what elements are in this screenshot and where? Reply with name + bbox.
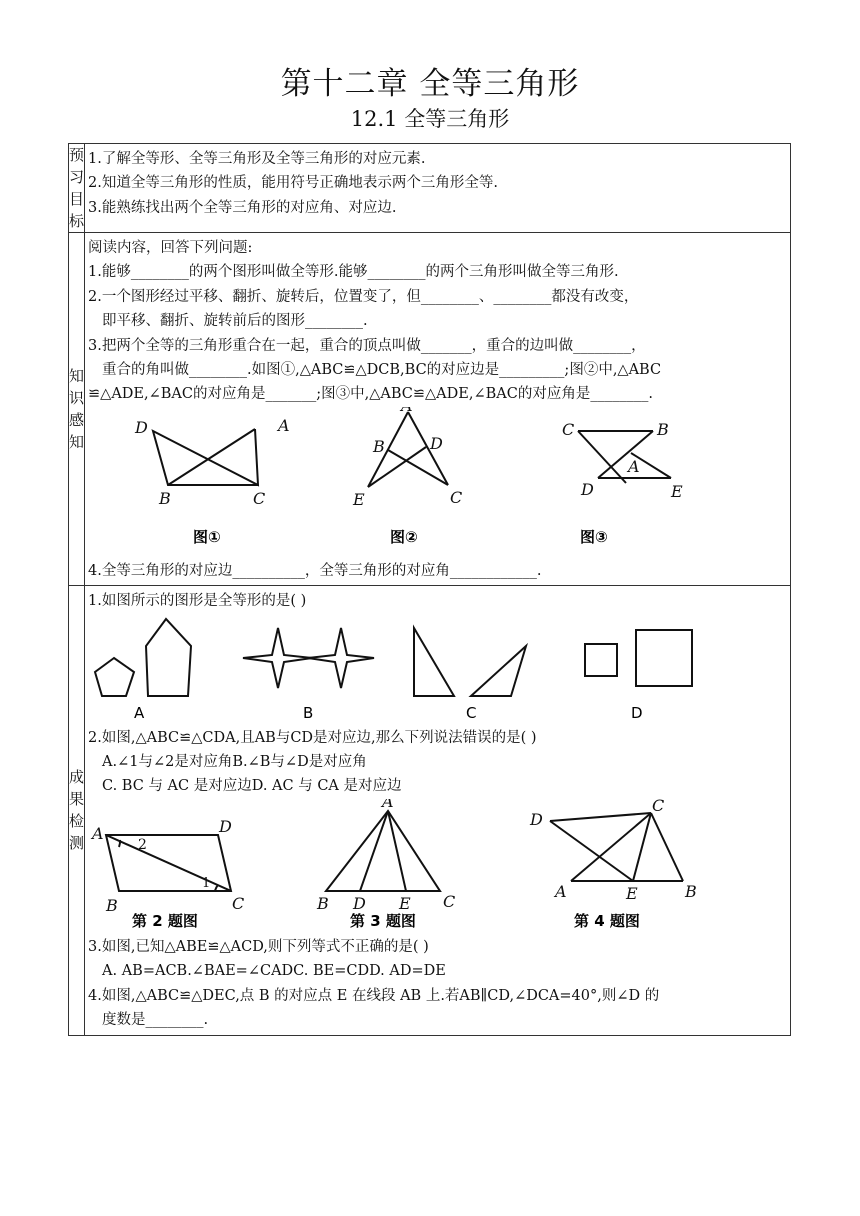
q1-option-a: A [134, 703, 145, 722]
svg-text:D: D [430, 433, 443, 453]
section-subtitle: 12.1 全等三角形 [350, 107, 510, 131]
svg-text:C: C [253, 488, 266, 508]
triangle-tall [414, 628, 454, 696]
row-preview [69, 144, 791, 233]
knowledge-line-3c: ≌△ADE,∠BAC的对应角是_______;图③中,△ABC≌△ADE,∠BAC的对应角是________. [88, 386, 653, 403]
row-knowledge [69, 233, 791, 586]
q4-text-line1: 4.如图,△ABC≌△DEC,点 B 的对应点 E 在线段 AB 上.若AB∥CD,∠DCA=40°,则∠D 的 [88, 987, 660, 1004]
knowledge-content [85, 233, 791, 586]
caption-q3: 第 3 题图 [350, 911, 416, 930]
q2-text: 2.如图,△ABC≌△CDA,且AB与CD是对应边,那么下列说法错误的是( ) [88, 729, 537, 746]
svg-text:D: D [135, 417, 148, 437]
svg-text:C: C [232, 893, 245, 913]
svg-text:C: C [443, 891, 456, 911]
knowledge-line-1: 1.能够________的两个图形叫做全等形.能够________的两个三角形叫做全等三角形. [88, 264, 619, 281]
label-test: 成果 检测 [69, 586, 85, 1035]
svg-text:D: D [353, 893, 366, 913]
q1-option-d: D [631, 703, 643, 722]
svg-text:C: C [652, 798, 665, 815]
svg-text:D: D [530, 809, 543, 829]
worksheet-table [68, 143, 791, 1036]
svg-text:B: B [317, 893, 329, 913]
svg-text:B: B [373, 436, 385, 456]
svg-text:A [399, 407, 413, 415]
svg-text:A: A [382, 798, 394, 811]
q3-text: 3.如图,已知△ABE≌△ACD,则下列等式不正确的是( ) [88, 938, 429, 955]
caption-q2: 第 2 题图 [132, 911, 198, 930]
knowledge-line-2b: 即平移、翻折、旋转前后的图形________. [102, 313, 368, 330]
svg-text:B: B [106, 895, 118, 915]
svg-text:2: 2 [138, 836, 147, 853]
svg-text:A: A [278, 415, 290, 435]
svg-text:A: A [92, 823, 104, 843]
test-figures [88, 799, 788, 931]
svg-text:B: B [159, 488, 171, 508]
svg-text:1: 1 [202, 875, 211, 891]
q1-option-c: C [466, 703, 477, 722]
row-test [69, 586, 791, 1035]
q2-options-ab: A.∠1与∠2是对应角B.∠B与∠D是对应角 [102, 754, 367, 771]
svg-text:D: D [581, 479, 594, 499]
star-left [243, 628, 312, 688]
test-content [85, 586, 791, 1035]
svg-text:A: A [628, 456, 640, 476]
q1-figures [88, 614, 788, 722]
page-title: 第十二章 全等三角形 [280, 66, 580, 102]
preview-line-1: 1.了解全等形、全等三角形及全等三角形的对应元素. [88, 151, 426, 167]
q3-options: A. AB=ACB.∠BAE=∠CADC. BE=CDD. AD=DE [102, 963, 446, 980]
svg-text:E: E [671, 481, 683, 501]
svg-text:B: B [657, 419, 669, 439]
knowledge-figures [88, 407, 788, 555]
caption-q4: 第 4 题图 [574, 911, 640, 930]
big-square [636, 630, 692, 686]
small-square [585, 644, 617, 676]
preview-line-2: 2.知道全等三角形的性质，能用符号正确地表示两个三角形全等. [88, 175, 498, 192]
knowledge-line-3b: 重合的角叫做________.如图①,△ABC≌△DCB,BC的对应边是_________;图②中,△ABC [102, 362, 662, 379]
star-right [308, 628, 374, 688]
svg-text:D: D [219, 816, 232, 836]
figure-q3 [326, 811, 440, 891]
caption-fig1: 图① [193, 527, 221, 546]
triangle-slanted [471, 646, 526, 696]
caption-fig3: 图③ [580, 527, 608, 546]
svg-text:A: A [555, 881, 567, 901]
svg-text:E: E [626, 883, 638, 903]
q4-text-line2: 度数是________. [102, 1012, 209, 1029]
svg-text:C: C [450, 487, 463, 507]
svg-text:E: E [353, 489, 365, 509]
figure-q4 [550, 813, 683, 881]
q2-options-cd: C. BC 与 AC 是对应边D. AC 与 CA 是对应边 [102, 778, 402, 795]
knowledge-intro: 阅读内容，回答下列问题: [88, 240, 253, 256]
tall-pentagon [146, 619, 191, 696]
svg-text:B: B [685, 881, 697, 901]
knowledge-line-4: 4.全等三角形的对应边__________，全等三角形的对应角____________. [88, 562, 542, 579]
caption-fig2: 图② [390, 527, 418, 546]
small-pentagon [95, 658, 134, 696]
figure-1 [153, 429, 258, 485]
figure-q2 [106, 835, 231, 891]
svg-text:E: E [399, 893, 411, 913]
preview-line-3: 3.能熟练找出两个全等三角形的对应角、对应边. [88, 199, 397, 216]
knowledge-line-2: 2.一个图形经过平移、翻折、旋转后，位置变了，但________、________都没有改变， [88, 288, 639, 305]
q1-option-b: B [303, 703, 314, 722]
svg-text:C: C [562, 419, 575, 439]
label-knowledge: 知识 感知 [69, 233, 85, 586]
knowledge-line-3: 3.把两个全等的三角形重合在一起，重合的顶点叫做_______，重合的边叫做________， [88, 337, 646, 354]
q1-text: 1.如图所示的图形是全等形的是( ) [88, 593, 307, 610]
preview-content [85, 144, 791, 233]
label-preview: 预习 目标 [69, 144, 85, 233]
